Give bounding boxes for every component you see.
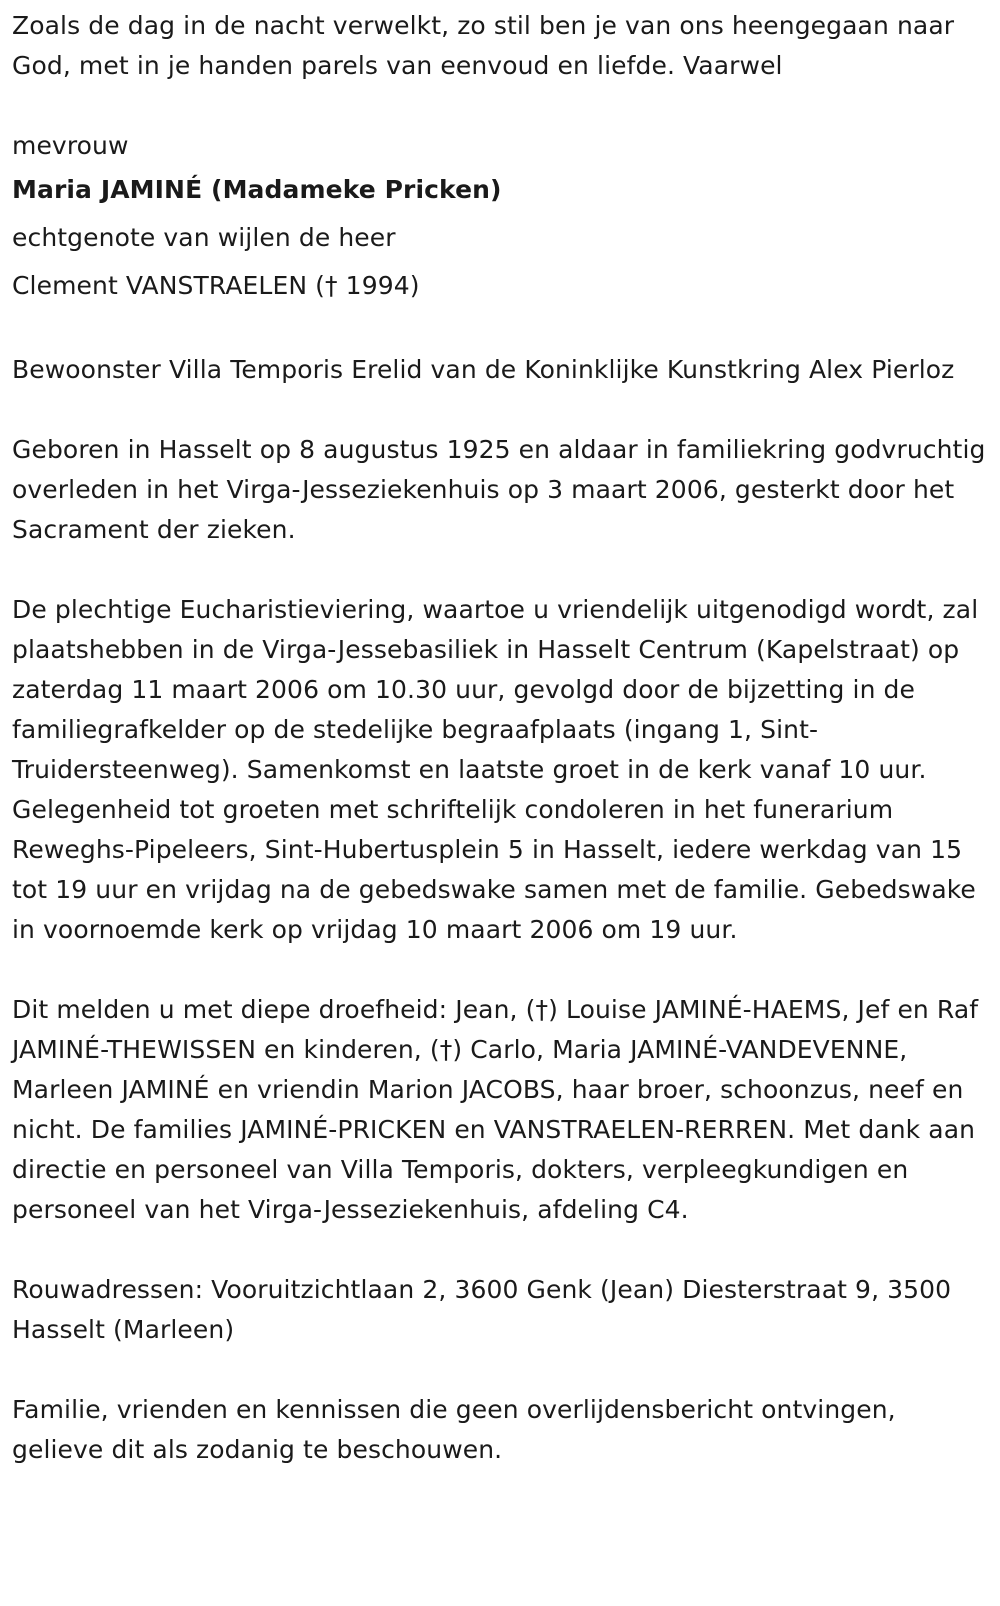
birth-death-paragraph: Geboren in Hasselt op 8 augustus 1925 en aldaar in familiekring godvruchtig overleden in het Virga-Jesseziekenhuis op 3 maart 2006, gesterkt door het Sacrament der zieken. <box>12 435 986 544</box>
deceased-name: Maria JAMINÉ (Madameke Pricken) <box>12 175 502 204</box>
ceremony-paragraph: De plechtige Eucharistieviering, waartoe u vriendelijk uitgenodigd wordt, zal plaatshebben in de Virga-Jessebasiliek in Hasselt Centrum (Kapelstraat) op zaterdag 11 maart 2006 om 10.30 uur, gevolgd door de bijzetting in de familiegrafkelder op de stedelijke begraafplaats (ingang 1, Sint-Truidersteenweg). Samenkomst en laatste groet in de kerk vanaf 10 uur. Gelegenheid tot groeten met schriftelijk condoleren in het funerarium Reweghs-Pipeleers, Sint-Hubertusplein 5 in Hasselt, iedere werkdag van 15 tot 19 uur en vrijdag na de gebedswake samen met de familie. Gebedswake in voornoemde kerk op vrijdag 10 maart 2006 om 19 uur. <box>12 595 979 944</box>
deceased-title: mevrouw <box>12 131 129 160</box>
announcement-paragraph: Dit melden u met diepe droefheid: Jean, (†) Louise JAMINÉ-HAEMS, Jef en Raf JAMINÉ-THEWISSEN en kinderen, (†) Carlo, Maria JAMINÉ-VANDEVENNE, Marleen JAMINÉ en vriendin Marion JACOBS, haar broer, schoonzus, neef en nicht. De families JAMINÉ-PRICKEN en VANSTRAELEN-RERREN. Met dank aan directie en personeel van Villa Temporis, dokters, verpleegkundigen en personeel van het Virga-Jesseziekenhuis, afdeling C4. <box>12 995 979 1224</box>
deceased-relation: echtgenote van wijlen de heer <box>12 223 396 252</box>
deceased-spouse: Clement VANSTRAELEN († 1994) <box>12 271 420 300</box>
addresses-paragraph: Rouwadressen: Vooruitzichtlaan 2, 3600 Genk (Jean) Diesterstraat 9, 3500 Hasselt (Marleen) <box>12 1275 952 1344</box>
deceased-block <box>12 126 988 310</box>
closing-paragraph: Familie, vrienden en kennissen die geen overlijdensbericht ontvingen, gelieve dit als zodanig te beschouwen. <box>12 1395 896 1464</box>
residence-paragraph: Bewoonster Villa Temporis Erelid van de Koninklijke Kunstkring Alex Pierloz <box>12 355 955 384</box>
intro-verse: Zoals de dag in de nacht verwelkt, zo stil ben je van ons heengegaan naar God, met in je handen parels van eenvoud en liefde. Vaarwel <box>12 11 955 80</box>
